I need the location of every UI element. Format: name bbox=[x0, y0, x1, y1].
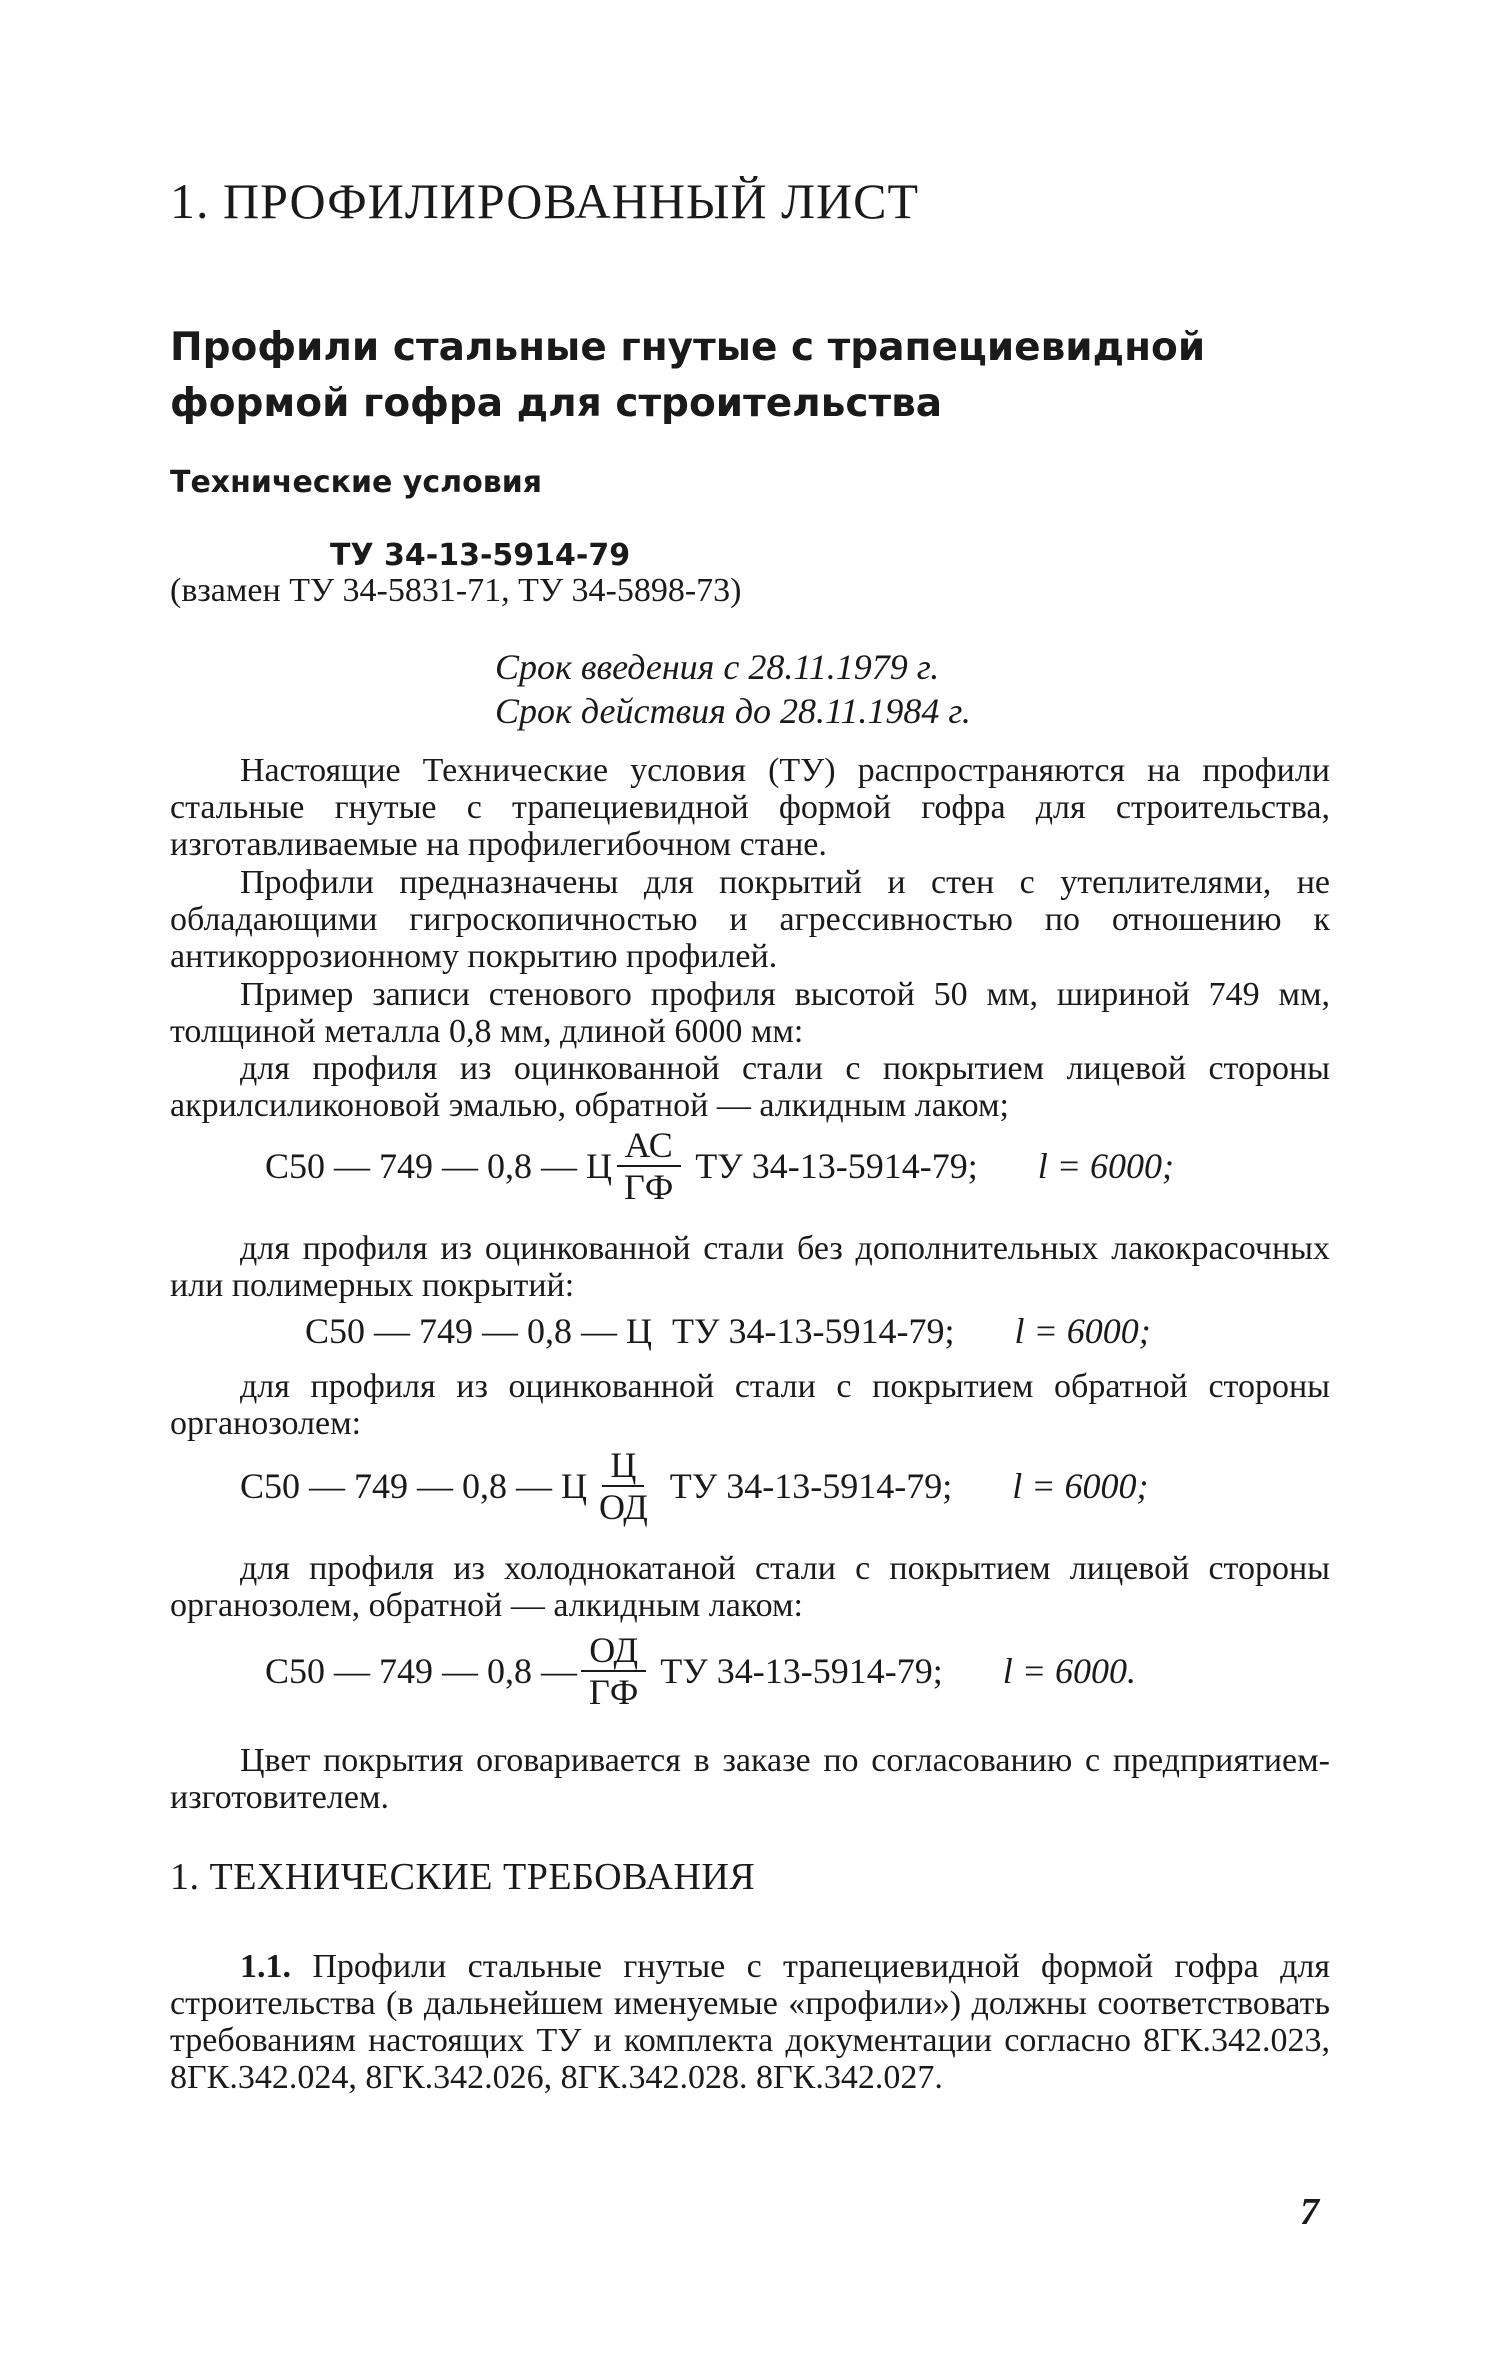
chapter-heading: 1. ПРОФИЛИРОВАННЫЙ ЛИСТ bbox=[170, 173, 920, 229]
case2-paragraph: для профиля из оцинкованной стали без дополнительных лакокрасочных или полимерных покрытий: bbox=[170, 1230, 1330, 1304]
formula-2-standard: ТУ 34-13-5914-79; bbox=[672, 1311, 955, 1351]
formula-4-prefix: С50 — 749 — 0,8 — bbox=[265, 1651, 578, 1691]
formula-4-fraction bbox=[581, 1630, 646, 1712]
formula-4-standard: ТУ 34-13-5914-79; bbox=[660, 1651, 943, 1691]
formula-3-length: l = 6000; bbox=[1012, 1466, 1149, 1506]
formula-2-length: l = 6000; bbox=[1014, 1311, 1151, 1351]
formula-3-standard: ТУ 34-13-5914-79; bbox=[669, 1466, 953, 1506]
formula-3-denominator: ОД bbox=[599, 1487, 648, 1527]
clause-1-1 bbox=[170, 1948, 1330, 2096]
case1-paragraph: для профиля из оцинкованной стали с покрытием лицевой стороны акрилсиликоновой эмалью, обратной — алкидным лаком; bbox=[170, 1050, 1330, 1124]
document-title: Профили стальные гнутые с трапециевидной формой гофра для строительства bbox=[170, 325, 1206, 426]
formula-3-numerator: Ц bbox=[602, 1445, 644, 1487]
clause-text: Профили стальные гнутые с трапециевидной формой гофра для строительства (в дальнейшем именуемые «профили») должны соответствовать требованиям настоящих ТУ и комплекта документации согласно 8ГК.342.023, 8ГК.342.024, 8ГК.342.026, 8ГК.342.028. 8ГК.342.027. bbox=[170, 1948, 1331, 2096]
page-number: 7 bbox=[1300, 2191, 1319, 2233]
formula-3-prefix: С50 — 749 — 0,8 — Ц bbox=[240, 1466, 588, 1506]
validity-dates bbox=[495, 645, 971, 733]
date-introduction: Срок введения с 28.11.1979 г. bbox=[495, 647, 940, 687]
purpose-paragraph: Профили предназначены для покрытий и стен с утеплителями, не обладающими гигроскопичностью и агрессивностью по отношению к антикоррозионному покрытию профилей. bbox=[170, 864, 1330, 975]
formula-1-prefix: С50 — 749 — 0,8 — Ц bbox=[265, 1146, 613, 1186]
formula-1-numerator: АС bbox=[617, 1125, 681, 1167]
formula-1-standard: ТУ 34-13-5914-79; bbox=[695, 1146, 978, 1186]
date-validity: Срок действия до 28.11.1984 г. bbox=[495, 691, 971, 731]
formula-4-length: l = 6000. bbox=[1002, 1651, 1137, 1691]
formula-4-numerator: ОД bbox=[581, 1630, 646, 1672]
formula-1-length: l = 6000; bbox=[1037, 1146, 1175, 1186]
document-subtitle: Технические условия bbox=[170, 465, 542, 500]
formula-3-fraction bbox=[591, 1445, 656, 1527]
formula-4 bbox=[265, 1630, 1136, 1712]
example-intro-paragraph: Пример записи стенового профиля высотой 50 мм, шириной 749 мм, толщиной металла 0,8 мм, длиной 6000 мм: bbox=[170, 976, 1330, 1050]
case4-paragraph: для профиля из холоднокатаной стали с покрытием лицевой стороны органозолем, обратной — алкидным лаком: bbox=[170, 1550, 1330, 1624]
replaces-note: (взамен ТУ 34-5831-71, ТУ 34-5898-73) bbox=[170, 572, 742, 609]
scope-paragraph: Настоящие Технические условия (ТУ) распространяются на профили стальные гнутые с трапециевидной формой гофра для строительства, изготавливаемые на профилегибочном стане. bbox=[170, 752, 1330, 863]
case3-paragraph: для профиля из оцинкованной стали с покрытием обратной стороны органозолем: bbox=[170, 1368, 1330, 1442]
formula-2-prefix: С50 — 749 — 0,8 — Ц bbox=[305, 1311, 653, 1351]
formula-1-denominator: ГФ bbox=[624, 1167, 674, 1207]
section-heading: 1. ТЕХНИЧЕСКИЕ ТРЕБОВАНИЯ bbox=[170, 1856, 756, 1898]
formula-3 bbox=[240, 1445, 1149, 1527]
formula-1 bbox=[265, 1125, 1174, 1207]
formula-4-denominator: ГФ bbox=[589, 1672, 639, 1712]
color-paragraph: Цвет покрытия оговаривается в заказе по согласованию с предприятием-изготовителем. bbox=[170, 1742, 1330, 1816]
clause-number: 1.1. bbox=[240, 1948, 291, 1985]
formula-1-fraction bbox=[616, 1125, 681, 1207]
formula-2 bbox=[305, 1310, 1151, 1352]
document-code: ТУ 34-13-5914-79 bbox=[330, 538, 631, 573]
